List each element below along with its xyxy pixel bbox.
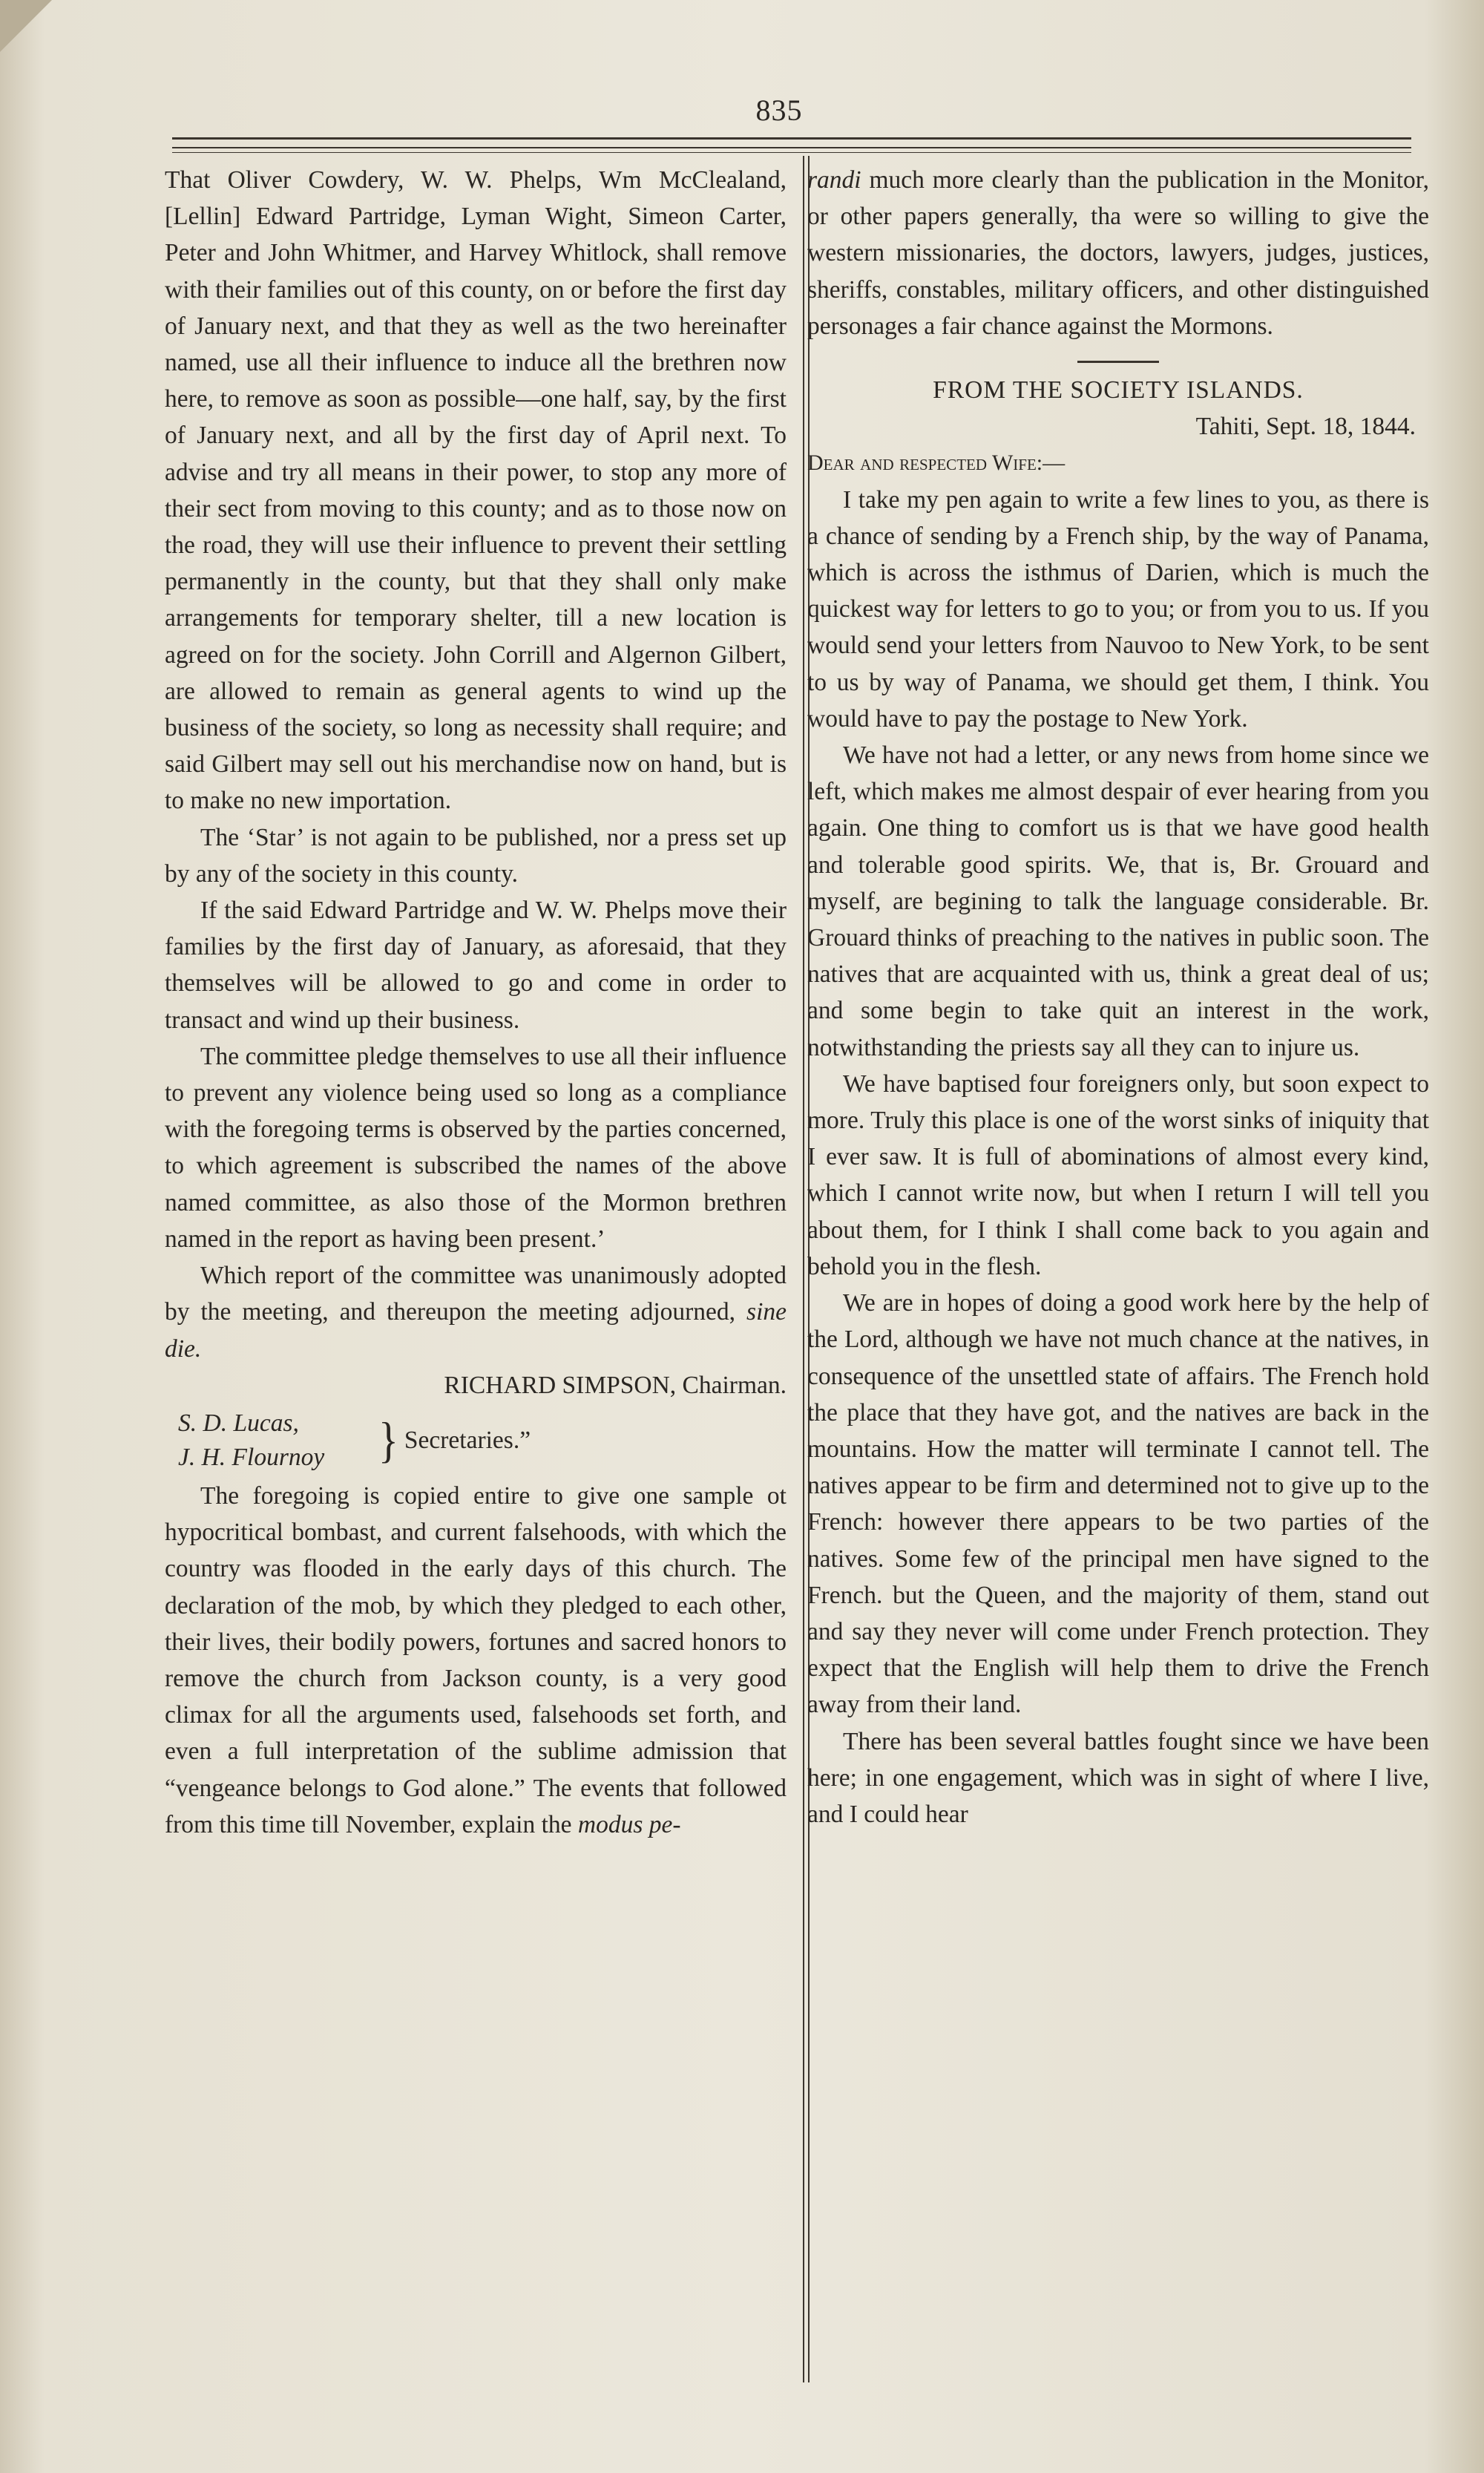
secretary-flournoy: J. H. Flournoy (178, 1443, 325, 1471)
continuation-text: much more clearly than the publication in the Monitor, or other papers generally, tha were so willing to give the western missionaries, the doctors, lawyers, judges, justices, sheriffs, constables, military officers, and other distinguished personages a fair chance against the Mormons. (807, 166, 1430, 340)
letter-paragraph-5: There has been several battles fought since we have been here; in one engagement, which was in sight of where I live, and I could hear (807, 1727, 1429, 1828)
left-paragraph-2: The ‘Star’ is not again to be published, nor a press set up by any of the society in this county. (165, 823, 787, 888)
sine-die-italic: sine die. (165, 1298, 787, 1363)
brace-glyph: } (378, 1412, 398, 1469)
letter-salutation: Dear and respected Wife:— (807, 451, 1066, 476)
commentary-text: The foregoing is copied entire to give one sample ot hypocritical bombast, and current falsehoods, with which the country was flooded in the early days of this church. The declaration of the mob, by which they pledged to each other, their lives, their bodily powers, fortunes and sacred honors to remove the church from Jackson county, is a very good climax for all the arguments used, falsehoods set forth, and even a full interpretation of the sublime admission that “vengeance belongs to God alone.” The events that followed from this time till November, explain the (165, 1481, 787, 1838)
adjournment-paragraph (165, 1257, 787, 1367)
article-heading: FROM THE SOCIETY ISLANDS. (933, 376, 1304, 404)
secretary-names (178, 1406, 364, 1475)
letter-paragraph-4: We are in hopes of doing a good work here by the help of the Lord, although we have not much chance at the natives, in consequence of the unsettled state of affairs. The French hold the place that they have got, and the natives are back in the mountains. How the matter will terminate I cannot tell. The natives appear to be firm and determined not to give up to the French: however there appears to be two parties of the natives. Some few of the principal men have signed to the French. but the Queen, and the majority of them, stand out and say they never will come under French protection. They expect that the English will help them to drive the French away from their land. (807, 1289, 1429, 1719)
secretaries-label: Secretaries.” (404, 1427, 531, 1455)
left-column (165, 162, 787, 1843)
left-paragraph-4: The committee pledge themselves to use all their influence to prevent any violence being used so long as a compliance with the foregoing terms is observed by the parties concerned, to which agreement is subscribed the names of the above named committee, as also those of the Mormon brethren named in the report as having been present.’ (165, 1042, 787, 1253)
letter-dateline: Tahiti, Sept. 18, 1844. (1195, 413, 1416, 441)
folded-corner (0, 0, 52, 52)
header-thin-rule (172, 152, 1411, 153)
secretaries-block (178, 1403, 787, 1478)
letter-paragraph-1: I take my pen again to write a few lines to you, as there is a chance of sending by a French ship, by the way of Panama, which is across the isthmus of Darien, which is much the quickest way for letters to go to you; or from you to us. If you would send your letters from Nauvoo to New York, to be sent to us by way of Panama, we should get them, I think. You would have to pay the postage to New York. (807, 485, 1429, 733)
modus-italic: modus pe- (577, 1810, 681, 1838)
left-paragraph-3: If the said Edward Partridge and W. W. Phelps move their families by the first day of January, as aforesaid, that they themselves will be allowed to go and come in order to transact and wind up their business. (165, 897, 787, 1034)
page-number: 835 (755, 94, 803, 127)
header-double-rule (172, 137, 1411, 148)
commentary-paragraph (165, 1478, 787, 1843)
letter-paragraph-2: We have not had a letter, or any news from home since we left, which makes me almost despair of ever hearing from you again. One thing to comfort us is that we have good health and tolerable good spirits. We, that is, Br. Grouard and myself, are begining to talk the language considerable. Br. Grouard thinks of preaching to the natives in public soon. The natives that are acquainted with us, think a great deal of us; and some begin to take quit an interest in the work, notwithstanding the priests say all they can to injure us. (807, 741, 1429, 1061)
letter-paragraph-3: We have baptised four foreigners only, but soon expect to more. Truly this place is one of the worst sinks of iniquity that I ever saw. It is full of abominations of almost every kind, which I cannot write now, but when I return I will tell you about them, for I think I shall come back to you again and behold you in the flesh. (807, 1070, 1429, 1280)
section-rule (1077, 361, 1159, 363)
chairman-signature: RICHARD SIMPSON, Chairman. (444, 1371, 787, 1399)
continuation-paragraph (807, 162, 1429, 344)
secretary-lucas: S. D. Lucas, (178, 1409, 299, 1437)
left-paragraph-1: That Oliver Cowdery, W. W. Phelps, Wm McClealand, [Lellin] Edward Partridge, Lyman Wight, Simeon Carter, Peter and John Whitmer, and Harvey Whitlock, shall remove with their families out of this county, on or before the first day of January next, and that they as well as the two hereinafter named, use all their influence to induce all the brethren now here, to remove as soon as possible—one half, say, by the first of January next, and all by the first day of April next. To advise and try all means in their power, to stop any more of their sect from moving to this county; and as to those now on the road, they will use their influence to prevent their settling permanently in the county, but that they shall only make arrangements for temporary shelter, till a new location is agreed on for the society. John Corrill and Algernon Gilbert, are allowed to remain as general agents to wind up the business of the society, so long as necessity shall require; and said Gilbert may sell out his merchandise now on hand, but is to make no new importation. (165, 166, 787, 815)
adjournment-text: Which report of the committee was unanimously adopted by the meeting, and thereupon the meeting adjourned, (165, 1262, 787, 1326)
right-column (807, 162, 1429, 1832)
randi-italic: randi (807, 166, 861, 194)
